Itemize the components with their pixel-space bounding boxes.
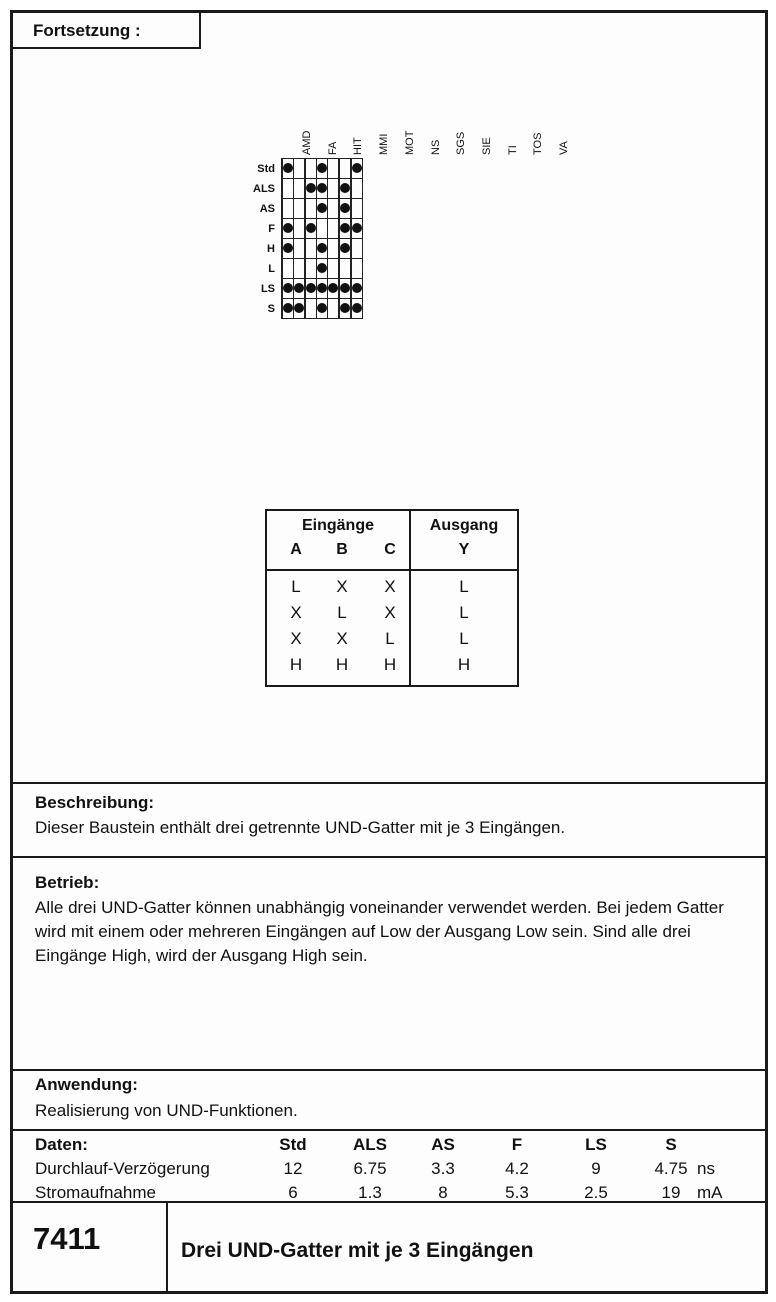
truth-cell: L [337, 603, 347, 622]
manufacturer-header [501, 113, 527, 155]
grid-cell [283, 299, 294, 319]
grid-cell [306, 259, 317, 279]
grid-cell [283, 199, 294, 219]
truth-cell: H [383, 655, 397, 674]
truth-table-divider-h [267, 569, 517, 571]
grid-cell [283, 159, 294, 179]
grid-cell [328, 219, 339, 239]
availability-dot [352, 303, 362, 313]
divider-footer [13, 1201, 765, 1203]
availability-dot [317, 183, 327, 193]
availability-dot [340, 243, 350, 253]
availability-dot [317, 263, 327, 273]
availability-dot [283, 163, 293, 173]
grid-row [253, 239, 363, 259]
truth-cell: L [459, 629, 469, 648]
daten-value: 6 [288, 1183, 298, 1202]
truth-cell: X [384, 577, 396, 596]
availability-dot [340, 303, 350, 313]
grid-cell [306, 179, 317, 199]
grid-cell [306, 299, 317, 319]
inputs-heading: Eingänge [301, 517, 374, 534]
truth-cell: X [384, 603, 396, 622]
grid-row [253, 159, 363, 179]
manufacturer-label: SGS [455, 131, 468, 155]
availability-dot [306, 183, 316, 193]
grid-row [253, 299, 363, 319]
grid-cell [352, 299, 363, 319]
daten-row-label: Stromaufnahme [35, 1183, 156, 1202]
grid-cell [317, 219, 328, 239]
grid-cell [328, 239, 339, 259]
availability-dot [317, 303, 327, 313]
grid-cell [283, 279, 294, 299]
daten-value: 5.3 [505, 1183, 529, 1202]
manufacturer-header [475, 113, 501, 155]
availability-table [253, 158, 363, 319]
output-heading: Ausgang [429, 517, 499, 534]
grid-row-label: S [267, 302, 275, 315]
grid-row-label: Std [257, 162, 275, 175]
fortsetzung-label: Fortsetzung : [13, 13, 201, 49]
truth-cell: H [457, 655, 471, 674]
beschreibung-title: Beschreibung: [35, 793, 155, 812]
col-b: B [336, 541, 348, 558]
grid-row-label: AS [259, 202, 275, 215]
grid-cell [306, 219, 317, 239]
availability-dot [317, 243, 327, 253]
manufacturer-header [295, 113, 321, 155]
ic-number: 7411 [33, 1221, 101, 1256]
daten-value: 19 [661, 1183, 681, 1202]
truth-cell: X [336, 577, 348, 596]
grid-cell [306, 239, 317, 259]
grid-cell [340, 159, 351, 179]
truth-cell: X [290, 603, 302, 622]
truth-cell: L [459, 603, 469, 622]
manufacturer-label: MOT [403, 130, 416, 155]
availability-dot [294, 303, 304, 313]
daten-title: Daten: [35, 1135, 88, 1154]
grid-cell [283, 259, 294, 279]
col-a: A [290, 541, 302, 558]
grid-row [253, 199, 363, 219]
daten-value: 4.2 [505, 1159, 529, 1178]
divider-beschreibung [13, 782, 765, 784]
manufacturer-label: TI [506, 145, 519, 155]
divider-daten [13, 1129, 765, 1131]
daten-value: 6.75 [353, 1159, 387, 1178]
grid-cell [340, 199, 351, 219]
grid-row-label: F [268, 222, 275, 235]
grid-cell [340, 219, 351, 239]
daten-row-label: Durchlauf-Verzögerung [35, 1159, 210, 1178]
manufacturer-header [424, 113, 450, 155]
grid-cell [340, 299, 351, 319]
grid-cell [328, 179, 339, 199]
grid-cell [294, 179, 305, 199]
manufacturer-label: MMI [378, 133, 391, 155]
manufacturer-header [398, 113, 424, 155]
grid-cell [294, 239, 305, 259]
availability-dot [352, 283, 362, 293]
grid-cell [317, 199, 328, 219]
availability-dot [283, 243, 293, 253]
daten-value: 1.3 [358, 1183, 382, 1202]
daten-value: 12 [283, 1159, 303, 1178]
grid-cell [328, 259, 339, 279]
grid-row-label: LS [260, 282, 275, 295]
daten-value: 2.5 [584, 1183, 608, 1202]
manufacturer-label: VA [558, 141, 570, 155]
grid-row-label: ALS [253, 182, 275, 195]
grid-cell [317, 299, 328, 319]
availability-dot [283, 223, 293, 233]
grid-cell [317, 279, 328, 299]
grid-cell [340, 239, 351, 259]
grid-cell [352, 239, 363, 259]
availability-dot [283, 303, 293, 313]
grid-row-label: L [268, 262, 275, 275]
grid-cell [317, 259, 328, 279]
grid-cell [317, 239, 328, 259]
manufacturer-label: HIT [352, 137, 365, 155]
grid-cell [294, 219, 305, 239]
grid-cell [294, 199, 305, 219]
grid-cell [306, 199, 317, 219]
col-c: C [384, 541, 396, 558]
grid-cell [283, 219, 294, 239]
manufacturer-label: FA [326, 141, 339, 155]
truth-table [265, 509, 519, 687]
grid-cell [328, 159, 339, 179]
grid-row-label: H [267, 242, 275, 255]
truth-cell: X [336, 629, 348, 648]
availability-dot [340, 223, 350, 233]
truth-cell: H [335, 655, 349, 674]
grid-cell [352, 159, 363, 179]
manufacturer-label: SIE [480, 137, 493, 155]
truth-table-divider-v [409, 511, 411, 685]
manufacturer-header [526, 113, 552, 155]
grid-cell [328, 299, 339, 319]
manufacturer-label: AMD [301, 130, 313, 155]
availability-dot [283, 283, 293, 293]
availability-dot [340, 183, 350, 193]
manufacturer-label: NS [429, 139, 442, 155]
manufacturer-label: TOS [532, 132, 545, 155]
grid-cell [294, 279, 305, 299]
daten-column-header: LS [585, 1135, 607, 1154]
daten-column-header: F [511, 1135, 523, 1154]
truth-cell: L [385, 629, 395, 648]
availability-dot [352, 163, 362, 173]
availability-dot [306, 283, 316, 293]
grid-cell [340, 259, 351, 279]
availability-dot [317, 203, 327, 213]
daten-column-header: AS [431, 1135, 455, 1154]
grid-cell [352, 199, 363, 219]
grid-cell [294, 159, 305, 179]
grid-cell [352, 259, 363, 279]
grid-cell [352, 219, 363, 239]
grid-cell [340, 179, 351, 199]
daten-value: 3.3 [431, 1159, 455, 1178]
truth-cell: H [289, 655, 303, 674]
anwendung-title: Anwendung: [35, 1075, 138, 1094]
truth-cell: L [459, 577, 469, 596]
daten-column-header: Std [279, 1135, 307, 1154]
availability-dot [340, 283, 350, 293]
grid-cell [328, 199, 339, 219]
availability-dot [317, 283, 327, 293]
manufacturer-header [372, 113, 398, 155]
manufacturer-header [552, 113, 578, 155]
grid-row [253, 259, 363, 279]
grid-cell [283, 239, 294, 259]
footer-separator [166, 1201, 168, 1291]
grid-cell [340, 279, 351, 299]
datasheet-page [10, 10, 768, 1294]
daten-column-header: ALS [353, 1135, 387, 1154]
availability-dot [317, 163, 327, 173]
grid-cell [352, 279, 363, 299]
daten-column-header: S [665, 1135, 677, 1154]
grid-cell [317, 179, 328, 199]
grid-cell [294, 259, 305, 279]
availability-dot [352, 223, 362, 233]
daten-value: 4.75 [654, 1159, 688, 1178]
grid-row [253, 279, 363, 299]
beschreibung-text: Dieser Baustein enthält drei getrennte UND-Gatter mit je 3 Eingängen. [35, 818, 566, 837]
grid-row [253, 219, 363, 239]
manufacturer-header [449, 113, 475, 155]
daten-unit: mA [697, 1183, 723, 1202]
daten-unit: ns [697, 1159, 715, 1178]
betrieb-title: Betrieb: [35, 873, 100, 892]
divider-anwendung [13, 1069, 765, 1071]
availability-dot [294, 283, 304, 293]
ic-title: Drei UND-Gatter mit je 3 Eingängen [181, 1239, 534, 1262]
manufacturer-header [321, 113, 347, 155]
grid-cell [352, 179, 363, 199]
manufacturer-header [346, 113, 372, 155]
daten-value: 9 [591, 1159, 601, 1178]
daten-value: 8 [438, 1183, 448, 1202]
truth-cell: X [290, 629, 302, 648]
grid-cell [294, 299, 305, 319]
grid-cell [317, 159, 328, 179]
anwendung-text: Realisierung von UND-Funktionen. [35, 1101, 298, 1120]
grid-cell [328, 279, 339, 299]
availability-dot [306, 223, 316, 233]
availability-dot [328, 283, 338, 293]
divider-betrieb [13, 856, 765, 858]
col-y: Y [458, 541, 470, 558]
grid-row [253, 179, 363, 199]
truth-cell: L [291, 577, 301, 596]
grid-cell [306, 159, 317, 179]
grid-cell [283, 179, 294, 199]
grid-cell [306, 279, 317, 299]
betrieb-text: Alle drei UND-Gatter können unabhängig voneinander verwendet werden. Bei jedem Gatter wird mit einem oder mehreren Eingängen auf Low der Ausgang Low sein. Sind alle drei Eingänge High, wird der Ausgang High sein. [35, 898, 724, 965]
availability-dot [340, 203, 350, 213]
